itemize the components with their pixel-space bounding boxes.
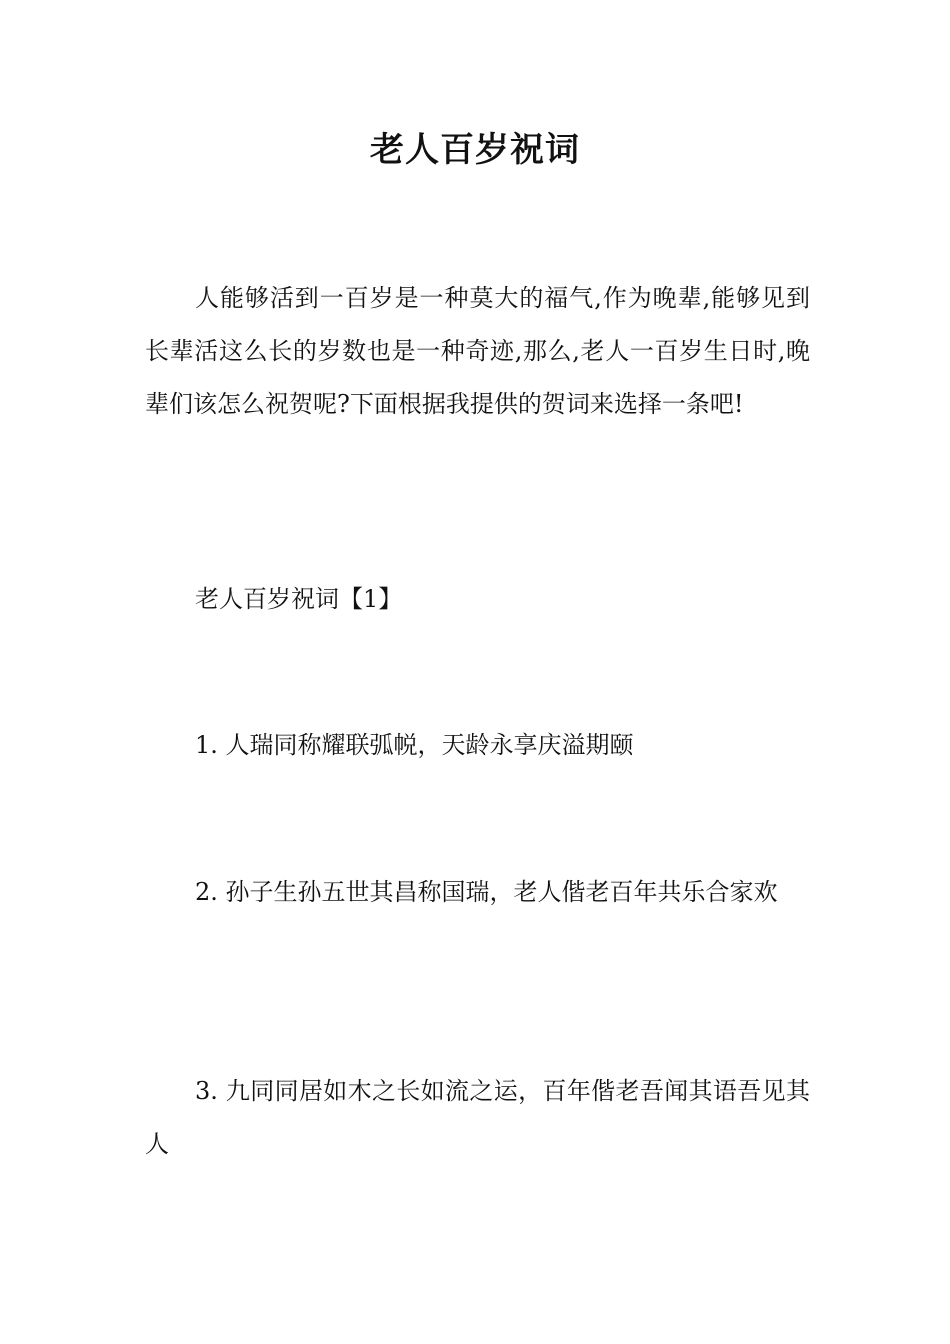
page-title: 老人百岁祝词 bbox=[370, 130, 580, 170]
intro-paragraph: 人能够活到一百岁是一种莫大的福气,作为晚辈,能够见到长辈活这么长的岁数也是一种奇迹,那么,老人一百岁生日时,晚辈们该怎么祝贺呢?下面根据我提供的贺词来选择一条吧! bbox=[145, 284, 810, 418]
blessing-item-3: 3. 九同同居如木之长如流之运，百年偕老吾闻其语吾见其人 bbox=[145, 1077, 810, 1158]
section-heading: 老人百岁祝词【1】 bbox=[195, 585, 403, 613]
blessing-item-1: 1. 人瑞同称耀联弧帨，天龄永享庆溢期颐 bbox=[195, 731, 634, 759]
blessing-item-2: 2. 孙子生孙五世其昌称国瑞，老人偕老百年共乐合家欢 bbox=[195, 878, 778, 906]
